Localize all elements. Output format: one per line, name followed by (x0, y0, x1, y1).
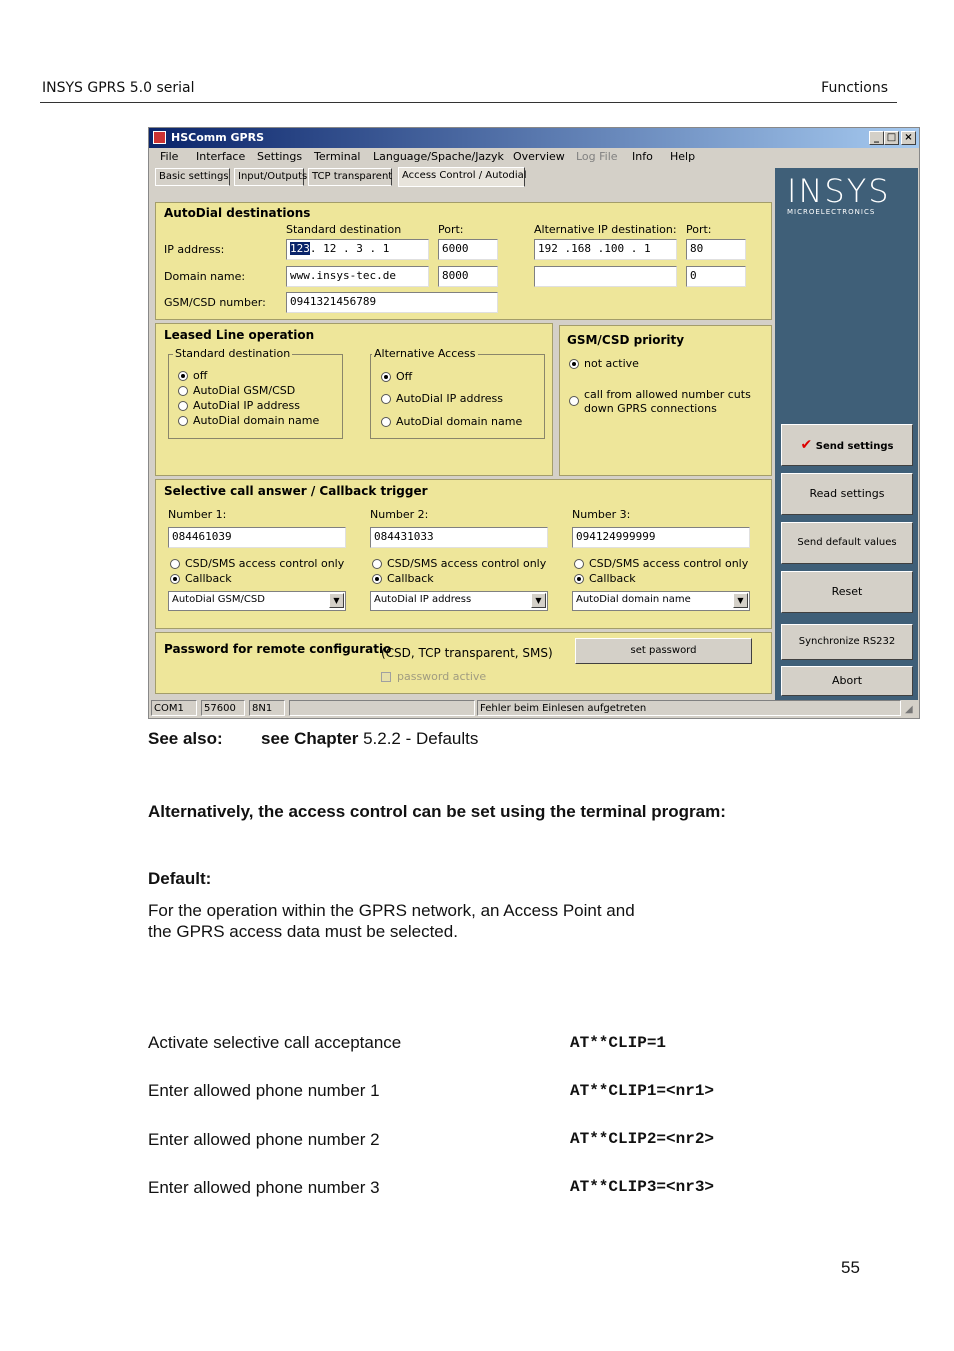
std-off-label: off (193, 369, 208, 382)
menu-interface[interactable]: Interface (196, 150, 246, 163)
priority-cut-label-1: call from allowed number cuts (584, 388, 751, 401)
alt-off-radio[interactable] (381, 372, 391, 382)
see-also-reference (261, 729, 478, 749)
gsm-number-input[interactable]: 0941321456789 (286, 292, 498, 313)
menu-language[interactable]: Language/Spache/Jazyk (373, 150, 504, 163)
number2-callback-radio[interactable] (372, 574, 382, 584)
status-blank (289, 700, 475, 716)
maximize-button[interactable]: □ (884, 131, 899, 145)
see-chapter: see Chapter (261, 729, 359, 748)
number3-label: Number 3: (572, 508, 631, 521)
menu-terminal[interactable]: Terminal (314, 150, 361, 163)
menu-help[interactable]: Help (670, 150, 696, 163)
menu-overview[interactable]: Overview (513, 150, 565, 163)
menu-settings[interactable]: Settings (257, 150, 303, 163)
gsm-priority-panel (559, 325, 772, 476)
ip-address-label: IP address: (164, 243, 225, 256)
number2-select[interactable] (370, 591, 548, 611)
command-desc-4: Enter allowed phone number 3 (148, 1178, 380, 1197)
command-code-3: AT**CLIP2=<nr2> (570, 1130, 715, 1148)
number3-access-label: CSD/SMS access control only (589, 557, 749, 570)
alt-heading: Alternatively, the access control can be set using the terminal program: (148, 802, 726, 821)
number3-input[interactable]: 094124999999 (572, 527, 750, 548)
default-label: Default: (148, 869, 212, 888)
leased-line-panel (155, 323, 553, 476)
number2-access-radio[interactable] (372, 559, 382, 569)
synchronize-rs232-button[interactable]: Synchronize RS232 (781, 624, 913, 660)
chevron-down-icon[interactable]: ▼ (733, 593, 748, 608)
number1-access-label: CSD/SMS access control only (185, 557, 345, 570)
tab-tcp-transparent[interactable]: TCP transparent (308, 168, 392, 186)
password-active-checkbox[interactable] (381, 672, 391, 682)
port2-label: Port: (686, 223, 712, 236)
number1-callback-label: Callback (185, 572, 232, 585)
header-rule (40, 102, 897, 103)
reset-button[interactable]: Reset (781, 571, 913, 613)
resize-grip-icon[interactable]: ◢ (905, 704, 913, 715)
number3-select[interactable] (572, 591, 750, 611)
ip-first-octet: 123 (290, 242, 310, 255)
set-password-button[interactable]: set password (575, 638, 752, 664)
priority-not-active-label: not active (584, 357, 639, 370)
command-code-4: AT**CLIP3=<nr3> (570, 1178, 715, 1196)
tab-input-outputs[interactable]: Input/Outputs (234, 168, 304, 186)
default-text-2: the GPRS access data must be selected. (148, 922, 458, 941)
command-desc-2: Enter allowed phone number 1 (148, 1081, 380, 1100)
header-right: Functions (821, 80, 888, 96)
priority-cut-radio[interactable] (569, 396, 579, 406)
number2-input[interactable]: 084431033 (370, 527, 548, 548)
tab-basic-settings[interactable]: Basic settings (155, 168, 230, 186)
std-dest-group-label: Standard destination (175, 347, 291, 360)
number1-select-value: AutoDial GSM/CSD (172, 594, 265, 605)
number2-select-value: AutoDial IP address (374, 594, 472, 605)
chevron-down-icon[interactable]: ▼ (531, 593, 546, 608)
abort-button[interactable]: Abort (781, 666, 913, 696)
leased-line-title: Leased Line operation (164, 328, 315, 342)
port-input[interactable]: 6000 (438, 239, 498, 260)
ip-rest: . 12 . 3 . 1 (309, 242, 390, 255)
password-note: (CSD, TCP transparent, SMS) (381, 646, 553, 660)
alt-off-label: Off (396, 370, 413, 383)
gsm-number-label: GSM/CSD number: (164, 296, 266, 309)
insys-logo: INSYS (787, 172, 891, 210)
page-number: 55 (841, 1258, 860, 1277)
number1-label: Number 1: (168, 508, 227, 521)
number3-select-value: AutoDial domain name (576, 594, 691, 605)
autodial-title: AutoDial destinations (164, 206, 311, 220)
tab-access-control[interactable]: Access Control / Autodial (398, 167, 525, 187)
command-desc-1: Activate selective call acceptance (148, 1033, 402, 1052)
check-icon: ✔ (800, 437, 813, 453)
menu-file[interactable]: File (160, 150, 179, 163)
std-off-radio[interactable] (178, 371, 188, 381)
number3-callback-radio[interactable] (574, 574, 584, 584)
read-settings-button[interactable]: Read settings (781, 473, 913, 515)
std-dest-label: Standard destination (286, 223, 402, 236)
std-domain-radio[interactable] (178, 416, 188, 426)
password-panel (155, 632, 772, 694)
selective-call-title: Selective call answer / Callback trigger (164, 484, 428, 498)
number2-label: Number 2: (370, 508, 429, 521)
send-settings-label: Send settings (815, 441, 894, 452)
priority-not-active-radio[interactable] (569, 359, 579, 369)
title-bar (149, 128, 919, 148)
status-message: Fehler beim Einlesen aufgetreten (477, 700, 901, 716)
default-text-1: For the operation within the GPRS network, an Access Point and (148, 901, 635, 920)
std-gsm-radio[interactable] (178, 386, 188, 396)
priority-cut-label-2: down GPRS connections (584, 402, 717, 415)
command-desc-3: Enter allowed phone number 2 (148, 1130, 380, 1149)
alt-ip-radio[interactable] (381, 394, 391, 404)
send-default-values-button[interactable]: Send default values (781, 522, 913, 564)
domain-name-label: Domain name: (164, 270, 246, 283)
std-ip-radio[interactable] (178, 401, 188, 411)
number2-access-label: CSD/SMS access control only (387, 557, 547, 570)
menu-log-file[interactable]: Log File (576, 150, 618, 163)
chevron-down-icon[interactable]: ▼ (329, 593, 344, 608)
see-also-label: See also: (148, 729, 223, 748)
number1-callback-radio[interactable] (170, 574, 180, 584)
password-active-label: password active (397, 670, 487, 683)
ip-address-input[interactable] (286, 239, 429, 260)
std-gsm-label: AutoDial GSM/CSD (193, 384, 296, 397)
gsm-priority-title: GSM/CSD priority (567, 333, 685, 347)
alt-port-input[interactable]: 80 (686, 239, 746, 260)
alt-ip-label: AutoDial IP address (396, 392, 503, 405)
domain-port-input[interactable]: 8000 (438, 266, 498, 287)
port-label: Port: (438, 223, 464, 236)
std-ip-label: AutoDial IP address (193, 399, 300, 412)
number2-callback-label: Callback (387, 572, 434, 585)
number3-access-radio[interactable] (574, 559, 584, 569)
window-title: HSComm GPRS (171, 131, 264, 144)
number1-access-radio[interactable] (170, 559, 180, 569)
domain-name-input[interactable]: www.insys-tec.de (286, 266, 429, 287)
command-code-2: AT**CLIP1=<nr1> (570, 1082, 715, 1100)
alt-ip-label: Alternative IP destination: (534, 223, 677, 236)
number1-input[interactable]: 084461039 (168, 527, 346, 548)
alt-domain-port-input[interactable]: 0 (686, 266, 746, 287)
selective-call-panel (155, 479, 772, 629)
insys-logo-sub: MICROELECTRONICS (787, 208, 876, 216)
number3-callback-label: Callback (589, 572, 636, 585)
close-button[interactable]: × (901, 131, 916, 145)
alt-ip-input[interactable]: 192 .168 .100 . 1 (534, 239, 677, 260)
status-bar (149, 700, 919, 718)
app-window (148, 127, 920, 719)
app-icon (153, 131, 166, 144)
chapter-ref: 5.2.2 - (363, 729, 412, 748)
command-code-1: AT**CLIP=1 (570, 1034, 667, 1052)
minimize-button[interactable]: _ (869, 131, 884, 145)
alt-access-group-label: Alternative Access (374, 347, 476, 360)
number1-select[interactable] (168, 591, 346, 611)
send-settings-button[interactable] (781, 424, 913, 466)
header-left: INSYS GPRS 5.0 serial (42, 80, 195, 96)
autodial-panel (155, 202, 772, 320)
alt-domain-radio[interactable] (381, 417, 391, 427)
status-port: COM1 (151, 700, 197, 716)
alt-domain-label: AutoDial domain name (396, 415, 523, 428)
std-domain-label: AutoDial domain name (193, 414, 320, 427)
alt-domain-input[interactable] (534, 266, 677, 287)
password-title: Password for remote configuratio (164, 642, 392, 656)
chapter-name: Defaults (416, 729, 479, 748)
status-format: 8N1 (249, 700, 285, 716)
status-baud: 57600 (201, 700, 245, 716)
menu-info[interactable]: Info (632, 150, 653, 163)
